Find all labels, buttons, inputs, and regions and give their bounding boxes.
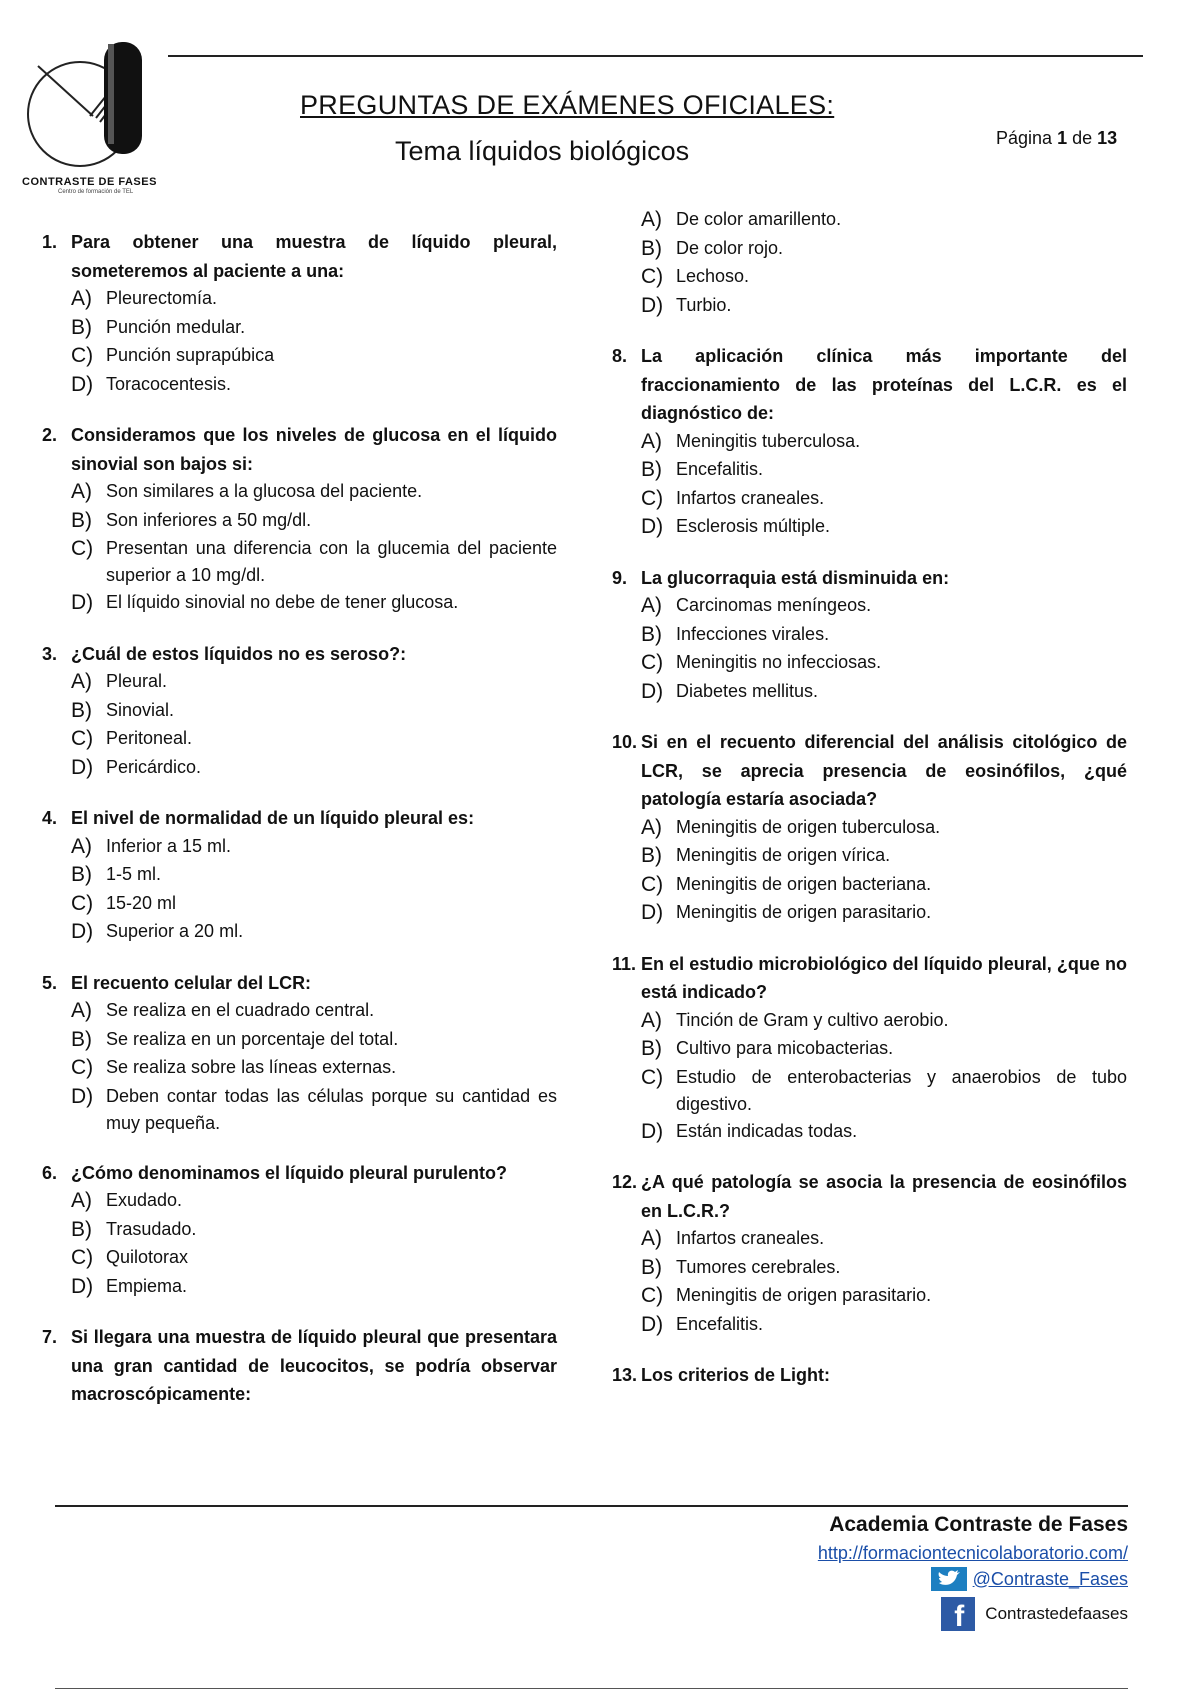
option-letter: C) bbox=[71, 537, 94, 560]
option-text: Trasudado. bbox=[106, 1218, 197, 1239]
answer-option bbox=[42, 589, 557, 618]
option-letter: B) bbox=[71, 698, 92, 722]
question-text: Para obtener una muestra de líquido pleural, someteremos al paciente a una: bbox=[71, 232, 557, 281]
answer-option bbox=[42, 833, 557, 862]
option-text: Exudado. bbox=[106, 1190, 183, 1210]
option-text: Diabetes mellitus. bbox=[676, 680, 819, 701]
question-number: 1. bbox=[42, 232, 58, 252]
question-text: Consideramos que los niveles de glucosa en el líquido sinovial son bajos si: bbox=[71, 425, 557, 474]
question-block bbox=[42, 804, 557, 947]
answer-option bbox=[42, 861, 557, 890]
option-text: 1-5 ml. bbox=[106, 864, 162, 884]
option-letter: D) bbox=[71, 920, 94, 943]
option-text: Empiema. bbox=[106, 1275, 188, 1296]
question-number: 6. bbox=[42, 1162, 58, 1183]
option-letter: B) bbox=[641, 236, 662, 260]
right-column bbox=[612, 206, 1127, 1390]
answer-option bbox=[42, 697, 557, 726]
option-text: Tumores cerebrales. bbox=[676, 1256, 841, 1277]
option-text: Meningitis de origen bacteriana. bbox=[676, 873, 932, 894]
option-text: Carcinomas meníngeos. bbox=[676, 595, 872, 615]
question-number: 9. bbox=[612, 567, 628, 588]
question-number: 10. bbox=[612, 732, 638, 752]
option-letter: B) bbox=[641, 844, 662, 867]
top-rule bbox=[168, 55, 1143, 57]
answer-option bbox=[612, 485, 1127, 514]
answer-option bbox=[612, 1118, 1127, 1147]
option-text: Se realiza en un porcentaje del total. bbox=[106, 1028, 399, 1049]
question bbox=[42, 1323, 557, 1409]
option-letter: B) bbox=[71, 315, 92, 339]
answer-option bbox=[42, 1026, 557, 1055]
answer-option bbox=[612, 456, 1127, 485]
option-letter: B) bbox=[641, 1037, 662, 1060]
option-letter: D) bbox=[641, 293, 664, 317]
answer-option bbox=[612, 899, 1127, 928]
question-block bbox=[612, 728, 1127, 928]
option-letter: D) bbox=[641, 1312, 664, 1336]
option-text: Están indicadas todas. bbox=[676, 1120, 858, 1141]
option-text: 15-20 ml bbox=[106, 892, 177, 913]
option-letter: C) bbox=[641, 486, 664, 510]
question-block bbox=[612, 342, 1127, 542]
page-title: PREGUNTAS DE EXÁMENES OFICIALES: bbox=[300, 90, 835, 120]
answer-option bbox=[42, 1273, 557, 1302]
question-text: Los criterios de Light: bbox=[641, 1365, 831, 1385]
option-text: Meningitis de origen parasitario. bbox=[676, 1285, 932, 1305]
question bbox=[42, 969, 557, 998]
answer-option bbox=[42, 371, 557, 400]
logo-graphic bbox=[18, 36, 178, 196]
option-text: Infartos craneales. bbox=[676, 487, 825, 508]
option-letter: A) bbox=[71, 1189, 92, 1212]
question bbox=[42, 640, 557, 669]
question-number: 11. bbox=[612, 953, 637, 974]
answer-option bbox=[42, 918, 557, 947]
twitter-handle[interactable]: @Contraste_Fases bbox=[972, 1568, 1128, 1589]
logo-text: CONTRASTE DE FASES bbox=[22, 176, 157, 188]
option-text: Son similares a la glucosa del paciente. bbox=[106, 481, 423, 501]
question bbox=[42, 1159, 557, 1188]
question-text: En el estudio microbiológico del líquido pleural, ¿que no está indicado? bbox=[641, 953, 1127, 1002]
option-text: Encefalitis. bbox=[676, 459, 764, 479]
option-letter: A) bbox=[641, 1008, 662, 1032]
option-letter: D) bbox=[641, 515, 664, 538]
option-text: Meningitis tuberculosa. bbox=[676, 430, 861, 451]
option-text: Pleural. bbox=[106, 671, 168, 691]
answer-option bbox=[42, 668, 557, 697]
option-letter: D) bbox=[641, 679, 664, 703]
question-block bbox=[612, 564, 1127, 707]
answer-option bbox=[42, 1216, 557, 1245]
question-text: La glucorraquia está disminuida en: bbox=[641, 567, 950, 588]
answer-option bbox=[612, 1064, 1127, 1118]
option-letter: D) bbox=[71, 1274, 94, 1298]
question-block bbox=[42, 640, 557, 783]
question-text: El recuento celular del LCR: bbox=[71, 972, 312, 993]
logo bbox=[18, 36, 178, 196]
option-text: Toracocentesis. bbox=[106, 373, 232, 394]
question-number: 3. bbox=[42, 643, 58, 664]
answer-option bbox=[612, 621, 1127, 650]
option-letter: A) bbox=[641, 815, 662, 839]
option-text: De color amarillento. bbox=[676, 209, 842, 229]
question bbox=[612, 1168, 1127, 1225]
answer-option bbox=[42, 1083, 557, 1137]
footer-twitter[interactable] bbox=[931, 1567, 1128, 1591]
question-block bbox=[42, 1159, 557, 1302]
answer-option bbox=[42, 478, 557, 507]
option-letter: D) bbox=[641, 901, 664, 924]
answer-option bbox=[42, 1244, 557, 1273]
logo-subtext: Centro de formación de TEL bbox=[58, 189, 134, 195]
option-text: Son inferiores a 50 mg/dl. bbox=[106, 509, 312, 530]
option-text: Deben contar todas las células porque su cantidad es muy pequeña. bbox=[106, 1085, 557, 1133]
option-text: Quilotorax bbox=[106, 1247, 189, 1267]
option-text: Meningitis de origen tuberculosa. bbox=[676, 816, 941, 837]
option-text: Meningitis de origen vírica. bbox=[676, 845, 891, 865]
option-text: Sinovial. bbox=[106, 699, 175, 720]
bottom-rule bbox=[55, 1688, 1128, 1689]
option-letter: A) bbox=[641, 1227, 662, 1250]
option-letter: B) bbox=[641, 458, 662, 481]
answer-option bbox=[42, 314, 557, 343]
option-letter: B) bbox=[641, 1255, 662, 1279]
question bbox=[612, 342, 1127, 428]
question-block bbox=[42, 228, 557, 399]
answer-option bbox=[42, 342, 557, 371]
answer-option bbox=[612, 1311, 1127, 1340]
option-letter: A) bbox=[641, 208, 662, 231]
answer-option bbox=[612, 206, 1127, 235]
option-letter: A) bbox=[71, 480, 92, 503]
option-text: Esclerosis múltiple. bbox=[676, 516, 831, 536]
answer-option bbox=[612, 842, 1127, 871]
option-letter: C) bbox=[641, 265, 664, 288]
option-text: Se realiza en el cuadrado central. bbox=[106, 1000, 375, 1020]
option-letter: C) bbox=[641, 651, 664, 674]
option-letter: B) bbox=[641, 622, 662, 646]
option-letter: C) bbox=[71, 891, 94, 915]
question-number: 5. bbox=[42, 972, 58, 993]
option-text: Pleurectomía. bbox=[106, 288, 218, 308]
footer-rule bbox=[55, 1505, 1128, 1507]
option-text: Infecciones virales. bbox=[676, 623, 830, 644]
option-letter: A) bbox=[71, 670, 92, 693]
question-text: ¿A qué patología se asocia la presencia de eosinófilos en L.C.R.? bbox=[641, 1172, 1127, 1221]
option-text: Se realiza sobre las líneas externas. bbox=[106, 1057, 397, 1077]
answer-option bbox=[42, 1187, 557, 1216]
answer-option bbox=[612, 871, 1127, 900]
question-text: El nivel de normalidad de un líquido pleural es: bbox=[71, 808, 475, 828]
option-text: De color rojo. bbox=[676, 237, 784, 258]
option-text: Punción suprapúbica bbox=[106, 345, 275, 365]
option-letter: A) bbox=[71, 287, 92, 310]
answer-option bbox=[612, 292, 1127, 321]
question-block bbox=[612, 1168, 1127, 1339]
question-block bbox=[612, 206, 1127, 320]
answer-option bbox=[42, 754, 557, 783]
option-letter: C) bbox=[641, 1065, 664, 1089]
question bbox=[612, 728, 1127, 814]
question-block bbox=[612, 950, 1127, 1147]
option-text: Presentan una diferencia con la glucemia del paciente superior a 10 mg/dl. bbox=[106, 538, 557, 585]
answer-option bbox=[42, 890, 557, 919]
question-number: 13. bbox=[612, 1365, 638, 1385]
page-number bbox=[996, 128, 1117, 149]
option-letter: C) bbox=[641, 1284, 664, 1307]
footer-facebook[interactable] bbox=[941, 1597, 1128, 1631]
question bbox=[612, 950, 1127, 1007]
facebook-icon: f bbox=[941, 1597, 975, 1631]
option-text: Inferior a 15 ml. bbox=[106, 835, 232, 856]
question-text: Si en el recuento diferencial del análisis citológico de LCR, se aprecia presencia de eosinófilos, ¿qué patología estaría asociada? bbox=[641, 732, 1127, 809]
facebook-handle[interactable]: Contrastedefaases bbox=[985, 1604, 1128, 1623]
option-text: Meningitis de origen parasitario. bbox=[676, 902, 932, 922]
question-number: 12. bbox=[612, 1172, 638, 1192]
question bbox=[42, 804, 557, 833]
page-subtitle: Tema líquidos biológicos bbox=[395, 136, 690, 166]
answer-option bbox=[612, 1035, 1127, 1064]
option-letter: B) bbox=[71, 863, 92, 886]
option-letter: A) bbox=[641, 429, 662, 453]
option-letter: A) bbox=[71, 999, 92, 1022]
option-letter: D) bbox=[641, 1119, 664, 1143]
question-block bbox=[42, 969, 557, 1137]
question bbox=[42, 228, 557, 285]
footer-academy: Academia Contraste de Fases bbox=[829, 1513, 1128, 1536]
option-letter: A) bbox=[641, 594, 662, 617]
page-label: Página bbox=[996, 128, 1053, 148]
option-text: Pericárdico. bbox=[106, 756, 202, 777]
question-block bbox=[612, 1361, 1127, 1390]
option-text: Meningitis no infecciosas. bbox=[676, 652, 882, 672]
page-of: de bbox=[1072, 128, 1093, 148]
page-current: 1 bbox=[1057, 128, 1068, 148]
option-text: Cultivo para micobacterias. bbox=[676, 1038, 894, 1058]
answer-option bbox=[612, 263, 1127, 292]
left-column bbox=[42, 228, 557, 1409]
answer-option bbox=[42, 535, 557, 589]
question bbox=[612, 564, 1127, 593]
answer-option bbox=[42, 1054, 557, 1083]
answer-option bbox=[612, 592, 1127, 621]
option-text: Tinción de Gram y cultivo aerobio. bbox=[676, 1009, 949, 1030]
option-text: Turbio. bbox=[676, 294, 732, 315]
option-text: Estudio de enterobacterias y anaerobios de tubo digestivo. bbox=[676, 1066, 1127, 1114]
question-block bbox=[42, 421, 557, 618]
option-text: Infartos craneales. bbox=[676, 1228, 825, 1248]
answer-option bbox=[612, 1225, 1127, 1254]
answer-option bbox=[612, 649, 1127, 678]
option-text: El líquido sinovial no debe de tener glucosa. bbox=[106, 592, 459, 612]
question-text: Si llegara una muestra de líquido pleural que presentara una gran cantidad de leucocitos, se podría observar macroscópicamente: bbox=[71, 1327, 557, 1404]
question-number: 2. bbox=[42, 425, 58, 445]
twitter-icon bbox=[931, 1567, 967, 1591]
answer-option bbox=[612, 1007, 1127, 1036]
question-text: ¿Cuál de estos líquidos no es seroso?: bbox=[71, 643, 407, 664]
option-letter: D) bbox=[71, 755, 94, 779]
option-text: Lechoso. bbox=[676, 266, 750, 286]
option-letter: C) bbox=[71, 344, 94, 367]
page-total: 13 bbox=[1097, 128, 1118, 148]
question-number: 8. bbox=[612, 346, 628, 366]
answer-option bbox=[42, 285, 557, 314]
option-letter: B) bbox=[71, 508, 92, 532]
answer-option bbox=[42, 997, 557, 1026]
question-number: 4. bbox=[42, 808, 58, 828]
question-text: La aplicación clínica más importante del fraccionamiento de las proteínas del L.C.R. es el diagnóstico de: bbox=[641, 346, 1127, 423]
option-letter: D) bbox=[71, 372, 94, 396]
answer-option bbox=[612, 814, 1127, 843]
option-letter: D) bbox=[71, 1084, 94, 1108]
option-letter: A) bbox=[71, 834, 92, 858]
question-number: 7. bbox=[42, 1327, 58, 1347]
question-text: ¿Cómo denominamos el líquido pleural purulento? bbox=[71, 1162, 508, 1183]
option-text: Superior a 20 ml. bbox=[106, 921, 244, 941]
answer-option bbox=[612, 235, 1127, 264]
answer-option bbox=[42, 725, 557, 754]
answer-option bbox=[612, 1282, 1127, 1311]
question-block bbox=[42, 1323, 557, 1409]
option-text: Peritoneal. bbox=[106, 728, 193, 748]
answer-option bbox=[612, 1254, 1127, 1283]
option-text: Punción medular. bbox=[106, 316, 246, 337]
answer-option bbox=[42, 507, 557, 536]
option-letter: C) bbox=[71, 1246, 94, 1269]
answer-option bbox=[612, 678, 1127, 707]
option-letter: C) bbox=[641, 872, 664, 896]
option-letter: C) bbox=[71, 1056, 94, 1079]
option-letter: D) bbox=[71, 591, 94, 614]
answer-option bbox=[612, 513, 1127, 542]
question bbox=[612, 1361, 1127, 1390]
answer-option bbox=[612, 428, 1127, 457]
option-letter: C) bbox=[71, 727, 94, 750]
option-text: Encefalitis. bbox=[676, 1313, 764, 1334]
option-letter: B) bbox=[71, 1027, 92, 1051]
question bbox=[42, 421, 557, 478]
option-letter: B) bbox=[71, 1217, 92, 1241]
footer-url[interactable]: http://formaciontecnicolaboratorio.com/ bbox=[817, 1543, 1128, 1563]
